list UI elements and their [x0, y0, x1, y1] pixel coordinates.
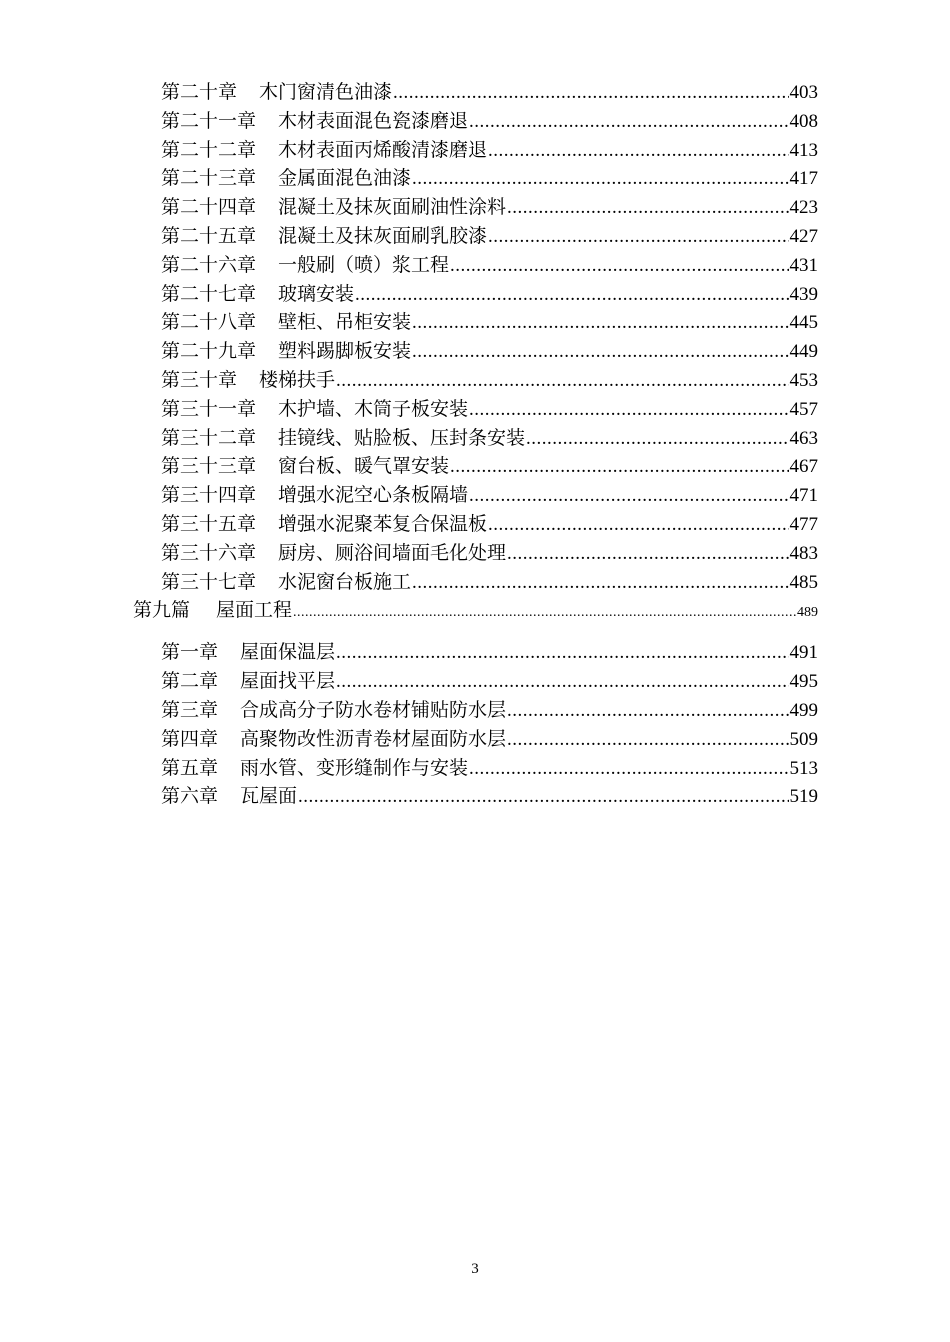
toc-entry-page: 408 [789, 110, 818, 132]
toc-entry-title: 楼梯扶手 [259, 368, 336, 391]
toc-dot-leader [450, 252, 788, 281]
toc-chapter-entry[interactable] [0, 337, 818, 366]
toc-entry-page: 483 [789, 542, 818, 564]
toc-chapter-entry[interactable] [0, 308, 818, 337]
toc-entry-title: 屋面工程 [216, 599, 293, 622]
toc-chapter-entry[interactable] [0, 667, 818, 696]
toc-dot-leader [469, 396, 788, 425]
toc-dot-leader [336, 668, 788, 697]
toc-dot-leader [507, 697, 788, 726]
toc-entry-title: 屋面找平层 [240, 670, 336, 693]
toc-entry-title: 瓦屋面 [240, 785, 298, 808]
toc-dot-leader [507, 194, 788, 223]
toc-entry-page: 499 [789, 699, 818, 721]
toc-dot-leader [469, 755, 788, 784]
toc-entry-number: 第三十七章 [161, 570, 257, 593]
toc-entry-title: 金属面混色油漆 [278, 167, 412, 190]
toc-chapter-entry[interactable] [0, 568, 818, 597]
toc-entry-number: 第二十七章 [161, 282, 257, 305]
toc-entry-number: 第二章 [161, 670, 219, 693]
toc-entry-page: 439 [789, 283, 818, 305]
toc-chapter-entry[interactable] [0, 366, 818, 395]
toc-entry-title: 塑料踢脚板安装 [278, 340, 412, 363]
toc-entry-page: 477 [789, 513, 818, 535]
toc-entry-page: 453 [789, 369, 818, 391]
toc-entry-number: 第二十章 [161, 81, 238, 103]
toc-dot-leader [526, 425, 788, 454]
toc-dot-leader [298, 783, 788, 812]
toc-chapter-entry[interactable] [0, 539, 818, 568]
toc-entry-title: 一般刷（喷）浆工程 [278, 253, 450, 276]
toc-entry-number: 第三十五章 [161, 512, 257, 535]
toc-chapter-entry[interactable] [0, 782, 818, 811]
toc-entry-page: 423 [789, 197, 818, 219]
toc-entry-title: 挂镜线、贴脸板、压封条安装 [278, 426, 526, 449]
toc-dot-leader [336, 367, 788, 396]
toc-dot-leader [412, 309, 788, 338]
toc-entry-page: 489 [797, 605, 818, 621]
toc-entry-page: 513 [789, 757, 818, 779]
toc-dot-leader [488, 511, 788, 540]
toc-part-entry[interactable] [0, 596, 818, 638]
toc-entry-page: 431 [789, 254, 818, 276]
toc-entry-title: 木材表面丙烯酸清漆磨退 [278, 138, 488, 161]
toc-entry-title: 玻璃安装 [278, 282, 355, 305]
toc-chapter-entry[interactable] [0, 638, 818, 667]
toc-chapter-entry[interactable] [0, 725, 818, 754]
toc-entry-page: 471 [789, 485, 818, 507]
toc-entry-page: 417 [789, 168, 818, 190]
toc-entry-title: 木门窗清色油漆 [259, 81, 393, 103]
toc-dot-leader [412, 165, 788, 194]
toc-dot-leader [293, 599, 796, 628]
toc-dot-leader [507, 726, 788, 755]
toc-chapter-entry[interactable] [0, 78, 818, 107]
toc-entry-page: 457 [789, 398, 818, 420]
toc-entry-title: 高聚物改性沥青卷材屋面防水层 [240, 727, 507, 750]
toc-entry-number: 第五章 [161, 756, 219, 779]
toc-dot-leader [336, 639, 788, 668]
toc-entry-title: 混凝土及抹灰面刷乳胶漆 [278, 224, 488, 247]
toc-entry-title: 增强水泥聚苯复合保温板 [278, 512, 488, 535]
toc-entry-number: 第二十四章 [161, 196, 257, 219]
table-of-contents [0, 78, 950, 811]
toc-chapter-entry[interactable] [0, 193, 818, 222]
toc-entry-page: 413 [789, 139, 818, 161]
toc-entry-number: 第三十六章 [161, 541, 257, 564]
toc-entry-page: 495 [789, 671, 818, 693]
toc-chapter-entry[interactable] [0, 754, 818, 783]
toc-chapter-entry[interactable] [0, 395, 818, 424]
toc-entry-title: 木材表面混色瓷漆磨退 [278, 109, 469, 132]
toc-chapter-entry[interactable] [0, 164, 818, 193]
toc-entry-number: 第九篇 [133, 599, 191, 622]
toc-dot-leader [450, 453, 788, 482]
toc-chapter-entry[interactable] [0, 251, 818, 280]
toc-entry-page: 427 [789, 225, 818, 247]
toc-entry-number: 第二十三章 [161, 167, 257, 190]
toc-entry-page: 463 [789, 427, 818, 449]
toc-chapter-entry[interactable] [0, 136, 818, 165]
toc-chapter-entry[interactable] [0, 222, 818, 251]
toc-entry-title: 屋面保温层 [240, 641, 336, 664]
toc-chapter-entry[interactable] [0, 107, 818, 136]
toc-entry-title: 水泥窗台板施工 [278, 570, 412, 593]
toc-entry-title: 厨房、厕浴间墙面毛化处理 [278, 541, 507, 564]
toc-entry-number: 第二十六章 [161, 253, 257, 276]
toc-entry-page: 449 [789, 341, 818, 363]
toc-dot-leader [507, 540, 788, 569]
toc-entry-number: 第三十章 [161, 368, 238, 391]
toc-entry-number: 第四章 [161, 727, 219, 750]
toc-entry-page: 403 [789, 82, 818, 103]
toc-entry-number: 第二十一章 [161, 109, 257, 132]
toc-dot-leader [412, 569, 788, 598]
toc-entry-number: 第二十二章 [161, 138, 257, 161]
toc-entry-number: 第二十九章 [161, 340, 257, 363]
toc-entry-page: 485 [789, 571, 818, 593]
toc-dot-leader [488, 137, 788, 166]
toc-chapter-entry[interactable] [0, 510, 818, 539]
toc-chapter-entry[interactable] [0, 424, 818, 453]
toc-entry-number: 第三十一章 [161, 397, 257, 420]
toc-entry-title: 雨水管、变形缝制作与安装 [240, 756, 469, 779]
toc-entry-page: 491 [789, 642, 818, 664]
toc-entry-number: 第三十四章 [161, 484, 257, 507]
toc-dot-leader [393, 79, 788, 108]
page-number: 3 [471, 1261, 479, 1277]
toc-entry-number: 第二十八章 [161, 311, 257, 334]
toc-dot-leader [412, 338, 788, 367]
toc-entry-title: 窗台板、暖气罩安装 [278, 455, 450, 478]
toc-dot-leader [488, 223, 788, 252]
toc-entry-number: 第一章 [161, 641, 219, 664]
toc-entry-title: 合成高分子防水卷材铺贴防水层 [240, 698, 507, 721]
toc-entry-number: 第二十五章 [161, 224, 257, 247]
toc-entry-number: 第六章 [161, 785, 219, 808]
toc-chapter-entry[interactable] [0, 481, 818, 510]
toc-entry-title: 混凝土及抹灰面刷油性涂料 [278, 196, 507, 219]
toc-dot-leader [469, 482, 788, 511]
toc-entry-page: 509 [789, 728, 818, 750]
toc-entry-page: 519 [789, 786, 818, 808]
toc-entry-number: 第三十三章 [161, 455, 257, 478]
toc-entry-page: 445 [789, 312, 818, 334]
toc-entry-title: 木护墙、木筒子板安装 [278, 397, 469, 420]
toc-chapter-entry[interactable] [0, 280, 818, 309]
toc-chapter-entry[interactable] [0, 452, 818, 481]
toc-entry-title: 增强水泥空心条板隔墙 [278, 484, 469, 507]
toc-entry-page: 467 [789, 456, 818, 478]
toc-dot-leader [355, 281, 788, 310]
toc-dot-leader [469, 108, 788, 137]
toc-chapter-entry[interactable] [0, 696, 818, 725]
toc-entry-number: 第三章 [161, 698, 219, 721]
toc-entry-number: 第三十二章 [161, 426, 257, 449]
toc-entry-title: 壁柜、吊柜安装 [278, 311, 412, 334]
